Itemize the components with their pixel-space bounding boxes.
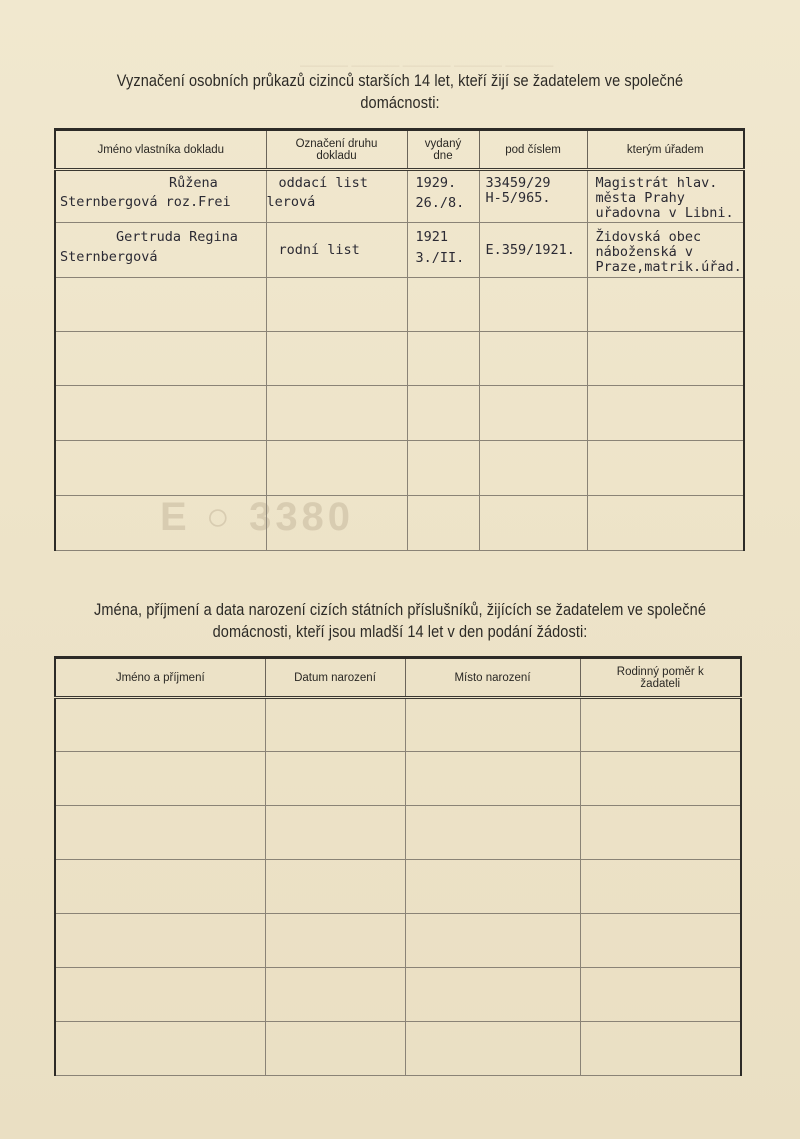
empty-cell: [587, 332, 744, 386]
table-row-empty: [55, 914, 741, 968]
issued-year: 1921: [415, 229, 449, 245]
col-header-doc-type: Označení druhu dokladu: [266, 130, 407, 170]
section1-heading: [83, 70, 717, 114]
cell-number: [479, 170, 587, 223]
empty-cell: [580, 914, 741, 968]
table-row-empty: [55, 752, 741, 806]
empty-cell: [266, 496, 407, 551]
bleed-through-text: ———— ———— ———— ———— ————: [300, 58, 554, 72]
table-row-empty: [55, 806, 741, 860]
doc-type-text: oddací list: [278, 175, 368, 191]
office-line1: Magistrát hlav.: [595, 175, 718, 191]
col-header-birth-place: Místo narození: [405, 658, 580, 698]
doc-type-continuation: lerová: [266, 194, 316, 210]
cell-owner: [55, 223, 266, 278]
table-row-empty: [55, 441, 744, 496]
section2-heading-line1: Jména, příjmení a data narození cizích státních příslušníků, žijících se žadatelem ve společné: [94, 601, 706, 619]
empty-cell: [587, 441, 744, 496]
empty-cell: [580, 968, 741, 1022]
table-row-empty: [55, 496, 744, 551]
doc-number-secondary: H-5/965.: [485, 190, 551, 206]
col-header-issued: vydaný dne: [407, 130, 479, 170]
empty-cell: [407, 441, 479, 496]
owner-surname: Sternbergová: [60, 249, 158, 265]
doc-type-text: rodní list: [278, 241, 360, 258]
empty-cell: [55, 914, 265, 968]
empty-cell: [580, 806, 741, 860]
cell-doc-type: [266, 223, 407, 278]
empty-cell: [405, 698, 580, 752]
cell-issued: [407, 170, 479, 223]
issued-year: 1929.: [415, 175, 457, 191]
empty-cell: [265, 698, 405, 752]
owner-first-name: Gertruda Regina: [116, 229, 238, 245]
empty-cell: [266, 278, 407, 332]
cell-owner: [55, 170, 266, 223]
empty-cell: [266, 386, 407, 441]
empty-cell: [55, 441, 266, 496]
faint-stamp-mark: E ○ 3380: [160, 495, 355, 539]
minors-table: [54, 656, 742, 1076]
section1-heading-line2: domácnosti:: [360, 94, 440, 112]
empty-cell: [55, 496, 266, 551]
empty-cell: [55, 386, 266, 441]
empty-cell: [407, 386, 479, 441]
empty-cell: [580, 1022, 741, 1076]
owner-surname: Sternbergová roz.Frei: [60, 194, 231, 210]
table-row: [55, 170, 744, 223]
empty-cell: [265, 914, 405, 968]
empty-cell: [55, 752, 265, 806]
cell-number: [479, 223, 587, 278]
col-header-birth-date: Datum narození: [265, 658, 405, 698]
empty-cell: [55, 332, 266, 386]
empty-cell: [55, 278, 266, 332]
empty-cell: [405, 1022, 580, 1076]
empty-cell: [55, 1022, 265, 1076]
empty-cell: [587, 386, 744, 441]
cell-office: [587, 223, 744, 278]
office-line3: uřadovna v Libni.: [595, 205, 734, 221]
empty-cell: [407, 332, 479, 386]
empty-cell: [587, 496, 744, 551]
cell-doc-type: [266, 170, 407, 223]
cell-office: [587, 170, 744, 223]
empty-cell: [266, 441, 407, 496]
table-row-empty: [55, 1022, 741, 1076]
table-row-empty: [55, 278, 744, 332]
empty-cell: [479, 332, 587, 386]
empty-cell: [55, 968, 265, 1022]
id-documents-table: [54, 128, 745, 551]
empty-cell: [265, 968, 405, 1022]
empty-cell: [266, 332, 407, 386]
office-line2: náboženská v: [595, 244, 694, 260]
cell-issued: [407, 223, 479, 278]
empty-cell: [479, 386, 587, 441]
empty-cell: [479, 496, 587, 551]
empty-cell: [580, 698, 741, 752]
empty-cell: [55, 698, 265, 752]
office-line3: Praze,matrik.úřad.: [595, 259, 742, 275]
office-line2: města Prahy: [595, 190, 685, 206]
empty-cell: [265, 806, 405, 860]
empty-cell: [580, 860, 741, 914]
doc-number: 33459/29: [485, 175, 551, 191]
section1-heading-line1: Vyznačení osobních průkazů cizinců starších 14 let, kteří žijí se žadatelem ve společné: [116, 72, 684, 90]
table-row: [55, 223, 744, 278]
empty-cell: [265, 860, 405, 914]
empty-cell: [405, 806, 580, 860]
col-header-owner: Jméno vlastníka dokladu: [55, 130, 266, 170]
owner-first-name: Růžena: [169, 175, 218, 191]
office-line1: Židovská obec: [595, 229, 702, 245]
empty-cell: [580, 752, 741, 806]
col-header-name: Jméno a příjmení: [55, 658, 265, 698]
table-row-empty: [55, 332, 744, 386]
empty-cell: [479, 441, 587, 496]
empty-cell: [587, 278, 744, 332]
table-row-empty: [55, 698, 741, 752]
empty-cell: [55, 806, 265, 860]
col-header-office: kterým úřadem: [587, 130, 744, 170]
table-row-empty: [55, 968, 741, 1022]
col-header-number: pod číslem: [479, 130, 587, 170]
section2-heading-line2: domácnosti, kteří jsou mladší 14 let v den podání žádosti:: [212, 623, 588, 641]
issued-date: 26./8.: [415, 195, 465, 211]
doc-number: E.359/1921.: [485, 241, 575, 258]
table-header-row: [55, 130, 744, 170]
empty-cell: [405, 968, 580, 1022]
table-row-empty: [55, 860, 741, 914]
empty-cell: [405, 860, 580, 914]
empty-cell: [405, 752, 580, 806]
empty-cell: [405, 914, 580, 968]
table-header-row: [55, 658, 741, 698]
table-row-empty: [55, 386, 744, 441]
issued-date: 3./II.: [415, 250, 465, 266]
col-header-relation: Rodinný poměr k žadateli: [580, 658, 741, 698]
empty-cell: [479, 278, 587, 332]
empty-cell: [55, 860, 265, 914]
empty-cell: [265, 1022, 405, 1076]
section2-heading: [83, 599, 717, 643]
empty-cell: [407, 496, 479, 551]
empty-cell: [265, 752, 405, 806]
empty-cell: [407, 278, 479, 332]
